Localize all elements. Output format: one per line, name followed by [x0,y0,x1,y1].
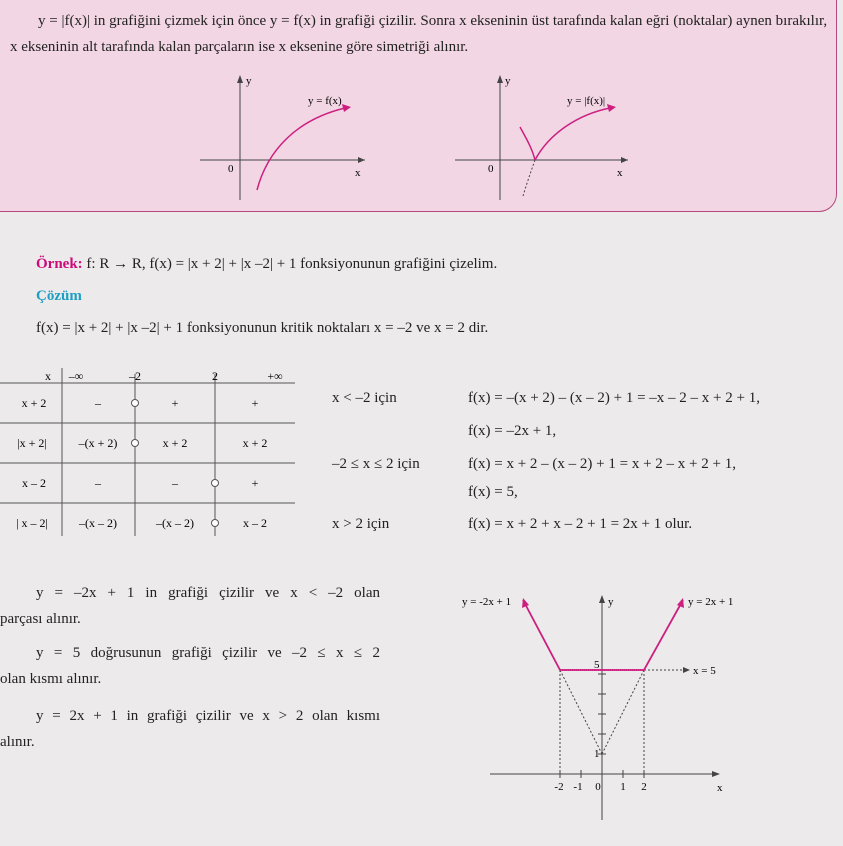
case-line: f(x) = x + 2 – (x – 2) + 1 = x + 2 – x + 2 + 1, [468,456,736,472]
tick-label: 2 [641,781,647,793]
curve-arrow [607,104,616,112]
zero-marker [212,520,219,527]
header-2: 2 [212,369,218,383]
origin-label: 0 [488,163,494,175]
example-label: Örnek: [36,256,83,272]
curve-arrow [342,104,351,112]
row-name: x + 2 [21,396,47,410]
solution-label: Çözüm [36,288,82,304]
curve-abs-f [535,108,610,160]
x-axis-arrow [358,157,365,163]
cell: + [251,476,259,490]
cell: x – 2 [243,516,267,530]
row-name: | x – 2| [16,516,48,530]
cell: + [251,396,259,410]
curve-f [257,108,345,190]
cell: – [95,396,101,410]
x-label: x [617,167,623,179]
right-label: y = 2x + 1 [688,596,734,608]
origin-label: 0 [228,163,234,175]
graph-abs-f [450,72,635,207]
header-minus2: –2 [129,369,141,383]
tick-label: 1 [620,781,626,793]
y-axis-arrow [599,595,605,603]
graph-f [195,72,375,207]
row-name: |x + 2| [17,436,47,450]
header-pos-inf: +∞ [267,369,283,383]
explain-3: y = 2x + 1 in grafiği çizilir ve x > 2 olan kısmı alınır. [0,708,380,750]
case-cond: x > 2 için [332,516,390,532]
y-axis-arrow [237,75,243,83]
line-label: x = 5 [693,665,716,677]
tick-label: -1 [573,781,583,793]
cell: –(x – 2) [79,516,117,530]
example-line [36,256,497,273]
graph-fx [455,590,755,825]
zero-marker [212,480,219,487]
solution-text: f(x) = |x + 2| + |x –2| + 1 fonksiyonunun kritik noktaları x = –2 ve x = 2 dir. [36,320,489,336]
row-name: x – 2 [22,476,46,490]
example-text: f: R → R, f(x) = |x + 2| + |x –2| + 1 fonksiyonunun grafiğini çizelim. [82,256,498,272]
tick-label: -2 [554,781,564,793]
right-arrow [677,598,684,608]
explain-1: y = –2x + 1 in grafiği çizilir ve x < –2 olan parçası alınır. [0,585,380,627]
header-neg-inf: –∞ [68,369,84,383]
intro-text: y = |f(x)| in grafiğini çizmek için önce y = f(x) in grafiği çizilir. Sonra x ekseninin üst tarafında kalan eğri (noktalar) aynen bırakılır, x ekseninin alt tarafında kalan parçaların ise x eksenine göre simetriği alınır. [10,13,828,55]
x-label: x [355,167,361,179]
x-axis-arrow [712,771,720,777]
tick-label: 0 [595,781,601,793]
case-cond: –2 ≤ x ≤ 2 için [332,456,420,472]
case-line: f(x) = –(x + 2) – (x – 2) + 1 = –x – 2 – x + 2 + 1, [468,390,760,406]
header-x: x [45,369,51,383]
reflected-part [520,127,535,160]
graph-line [523,600,683,670]
cell: –(x – 2) [156,516,194,530]
zero-marker [132,440,139,447]
y-label: y [505,75,511,87]
curve-label: y = |f(x)| [567,95,606,107]
x-label: x [717,782,723,794]
case-line: f(x) = 5, [468,484,518,500]
case-line: f(x) = –2x + 1, [468,423,557,439]
explain-2: y = 5 doğrusunun grafiği çizilir ve –2 ≤ x ≤ 2 olan kısmı alınır. [0,645,380,687]
line-arrow [683,667,690,673]
cell: x + 2 [162,436,188,450]
sign-table [0,366,300,546]
one-label: 1 [594,748,600,760]
cell: – [95,476,101,490]
y-label: y [608,596,614,608]
y-label: y [246,75,252,87]
x-axis-arrow [621,157,628,163]
case-line: f(x) = x + 2 + x – 2 + 1 = 2x + 1 olur. [468,516,693,532]
cell: –(x + 2) [78,436,118,450]
original-dotted [523,160,535,196]
case-cond: x < –2 için [332,390,397,406]
cell: + [171,396,179,410]
left-label: y = -2x + 1 [462,596,512,608]
zero-marker [132,400,139,407]
five-label: 5 [594,659,600,671]
y-axis-arrow [497,75,503,83]
cell: x + 2 [242,436,268,450]
cell: – [172,476,178,490]
curve-label: y = f(x) [308,95,342,107]
left-arrow [522,598,529,608]
